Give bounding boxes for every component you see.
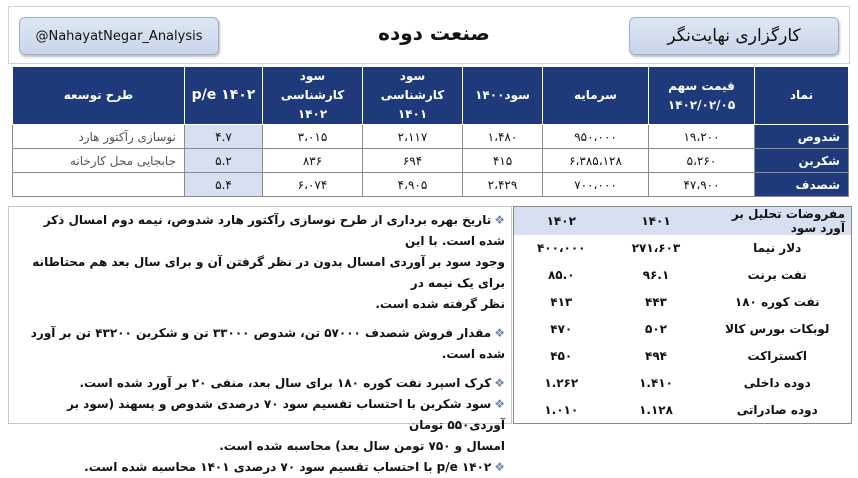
assumption-1402: ۸۵.۰ — [547, 268, 575, 283]
companies-table — [12, 66, 849, 197]
assumption-row — [514, 289, 852, 316]
cell-pe: ۴.۷ — [185, 125, 263, 149]
col-1402: ۱۴۰۲ — [514, 207, 609, 236]
col-1401: ۱۴۰۱ — [609, 207, 704, 236]
bullet-icon: ❖ — [494, 460, 505, 474]
col-capital: سرمایه — [543, 67, 649, 125]
assumption-row — [514, 235, 852, 262]
assumption-1401: ۱.۴۱۰ — [639, 376, 673, 391]
note-item — [15, 394, 505, 436]
note-text: کرک اسپرد نفت کوره ۱۸۰ برای سال بعد، منفی ۲۰ بر آورد شده است. — [79, 376, 492, 390]
cell-symbol: شکربن — [755, 149, 849, 173]
assumption-row — [514, 262, 852, 289]
assumption-1401: ۵۰۲ — [645, 322, 667, 337]
note-text: p/e ۱۴۰۲ با احتساب تقسیم سود ۷۰ درصدی ۱۴۰۱ محاسبه شده است. — [84, 460, 492, 474]
assumptions-header-row — [514, 207, 852, 236]
cell-capital: ۶،۳۸۵،۱۲۸ — [543, 149, 649, 173]
table-row — [13, 125, 849, 149]
assumption-row — [514, 397, 852, 424]
assumption-label: لوبکات بورس کالا — [725, 322, 830, 337]
cell-pe: ۵.۴ — [185, 173, 263, 197]
assumption-row — [514, 370, 852, 397]
cell-symbol: شدوص — [755, 125, 849, 149]
assumption-label: نفت برنت — [747, 268, 807, 283]
table-row — [13, 173, 849, 197]
cell-price: ۵،۲۶۰ — [649, 149, 755, 173]
assumptions-table — [513, 206, 852, 424]
assumption-label: دوده صادراتی — [736, 402, 818, 417]
table-row — [13, 149, 849, 173]
table-header-row — [13, 67, 849, 125]
assumption-row — [514, 343, 852, 370]
bullet-icon: ❖ — [494, 326, 505, 340]
assumptions-title: مفروضات تحلیل بر آورد سود — [704, 207, 852, 236]
note-item — [15, 457, 505, 478]
cell-profit-1400: ۱،۴۸۰ — [463, 125, 543, 149]
cell-profit-1400: ۴۱۵ — [463, 149, 543, 173]
col-pe-1402: p/e ۱۴۰۲ — [185, 67, 263, 125]
assumption-label: دلار نیما — [753, 241, 802, 256]
cell-plan — [13, 173, 185, 197]
note-text: مقدار فروش شصدف ۵۷۰۰۰ تن، شدوص ۳۳۰۰۰ تن و شکربن ۴۳۲۰۰ تن بر آورد شده است. — [30, 326, 505, 361]
assumption-1402: ۴۱۳ — [550, 295, 573, 310]
note-item — [15, 210, 505, 252]
bullet-icon: ❖ — [494, 397, 505, 411]
assumption-row — [514, 316, 852, 343]
cell-capital: ۹۵۰،۰۰۰ — [543, 125, 649, 149]
cell-profit-1402: ۳،۰۱۵ — [263, 125, 363, 149]
cell-capital: ۷۰۰،۰۰۰ — [543, 173, 649, 197]
note-text: نظر گرفته شده است. — [375, 297, 505, 311]
channel-handle-button[interactable]: @NahayatNegar_Analysis — [19, 17, 219, 55]
assumption-1401: ۴۴۳ — [645, 295, 667, 310]
cell-profit-1401: ۴،۹۰۵ — [363, 173, 463, 197]
bullet-icon: ❖ — [494, 376, 505, 390]
cell-symbol: شصدف — [755, 173, 849, 197]
assumption-1401: ۱.۱۲۸ — [639, 402, 673, 417]
assumption-1401: ۹۶.۱ — [642, 268, 670, 283]
assumption-1401: ۴۹۴ — [645, 349, 667, 364]
cell-profit-1402: ۶،۰۷۴ — [263, 173, 363, 197]
cell-profit-1401: ۶۹۴ — [363, 149, 463, 173]
note-item — [15, 323, 505, 365]
note-item — [15, 373, 505, 394]
note-text: تاریخ بهره برداری از طرح نوسازی رآکتور هارد شدوص، نیمه دوم امسال ذکر شده است. با این — [43, 213, 505, 248]
bullet-icon: ❖ — [494, 213, 505, 227]
cell-plan: جابجایی محل کارخانه — [13, 149, 185, 173]
assumption-label: دوده داخلی — [743, 376, 811, 391]
cell-plan: نوسازی رآکتور هارد — [13, 125, 185, 149]
header-bar — [8, 6, 850, 64]
assumption-1401: ۲۷۱،۶۰۳ — [631, 241, 681, 256]
cell-profit-1400: ۲،۴۲۹ — [463, 173, 543, 197]
assumption-label: اکستراکت — [747, 349, 807, 364]
broker-name-button[interactable]: کارگزاری نهایت‌نگر — [629, 17, 839, 55]
assumption-1402: ۱.۲۶۲ — [544, 376, 579, 391]
assumption-1402: ۴۰۰،۰۰۰ — [536, 241, 586, 256]
col-profit-1401: سود کارشناسی ۱۴۰۱ — [363, 67, 463, 125]
analysis-notes — [8, 206, 512, 474]
assumption-label: نفت کوره ۱۸۰ — [734, 295, 820, 310]
cell-price: ۱۹،۲۰۰ — [649, 125, 755, 149]
cell-profit-1401: ۲،۱۱۷ — [363, 125, 463, 149]
note-text: وجود سود بر آوردی امسال بدون در نظر گرفتن آن و برای سال بعد هم محتاطانه برای یک نیمه در — [32, 255, 505, 290]
cell-price: ۴۷،۹۰۰ — [649, 173, 755, 197]
assumption-1402: ۱.۰۱۰ — [544, 402, 579, 417]
assumption-1402: ۴۵۰ — [550, 349, 573, 364]
col-price: قیمت سهم ۱۴۰۲/۰۲/۰۵ — [649, 67, 755, 125]
note-text: امسال و ۷۵۰ تومن سال بعد) محاسبه شده است. — [219, 439, 505, 453]
col-profit-1402: سود کارشناسی ۱۴۰۲ — [263, 67, 363, 125]
page-title: صنعت دوده — [378, 21, 490, 45]
col-plan: طرح توسعه — [13, 67, 185, 125]
note-text: سود شکربن با احتساب تقسیم سود ۷۰ درصدی شدوص و پسهند (سود بر آوردی۵۵۰ تومان — [67, 397, 505, 432]
cell-pe: ۵.۲ — [185, 149, 263, 173]
col-profit-1400: سود۱۴۰۰ — [463, 67, 543, 125]
cell-profit-1402: ۸۳۶ — [263, 149, 363, 173]
assumption-1402: ۴۷۰ — [550, 322, 573, 337]
col-symbol: نماد — [755, 67, 849, 125]
